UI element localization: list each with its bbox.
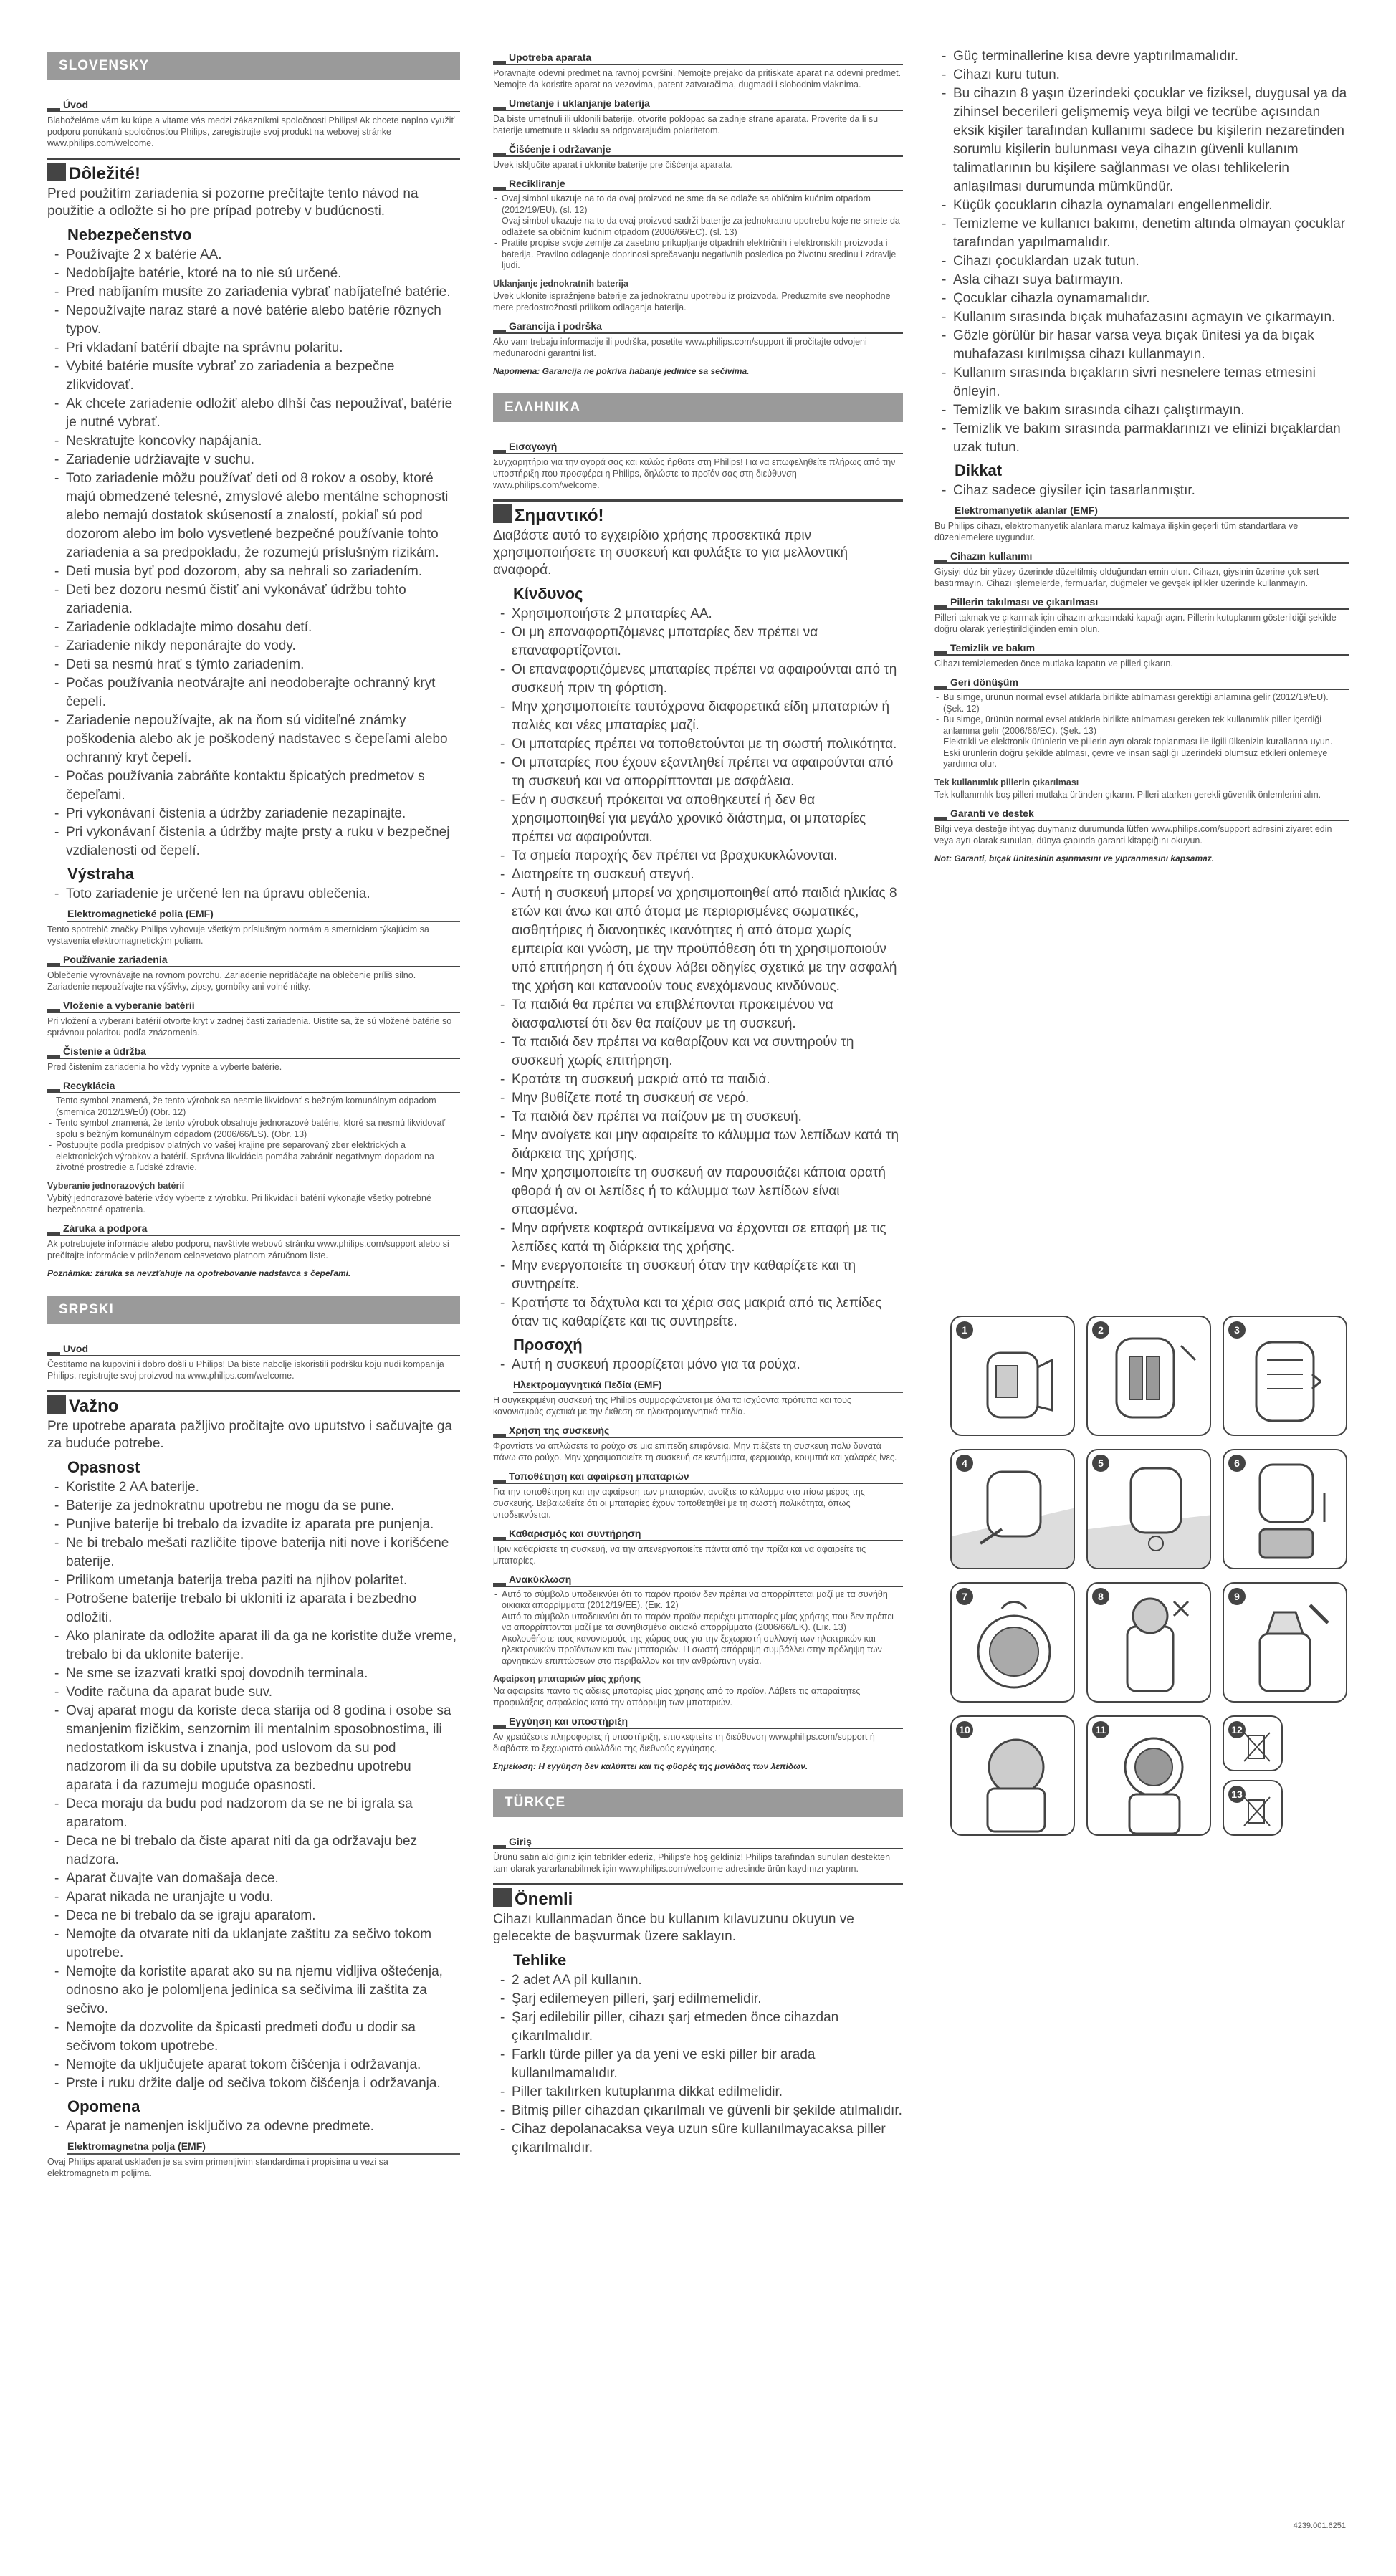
list-item: - Bu simge, ürünün normal evsel atıklarla birlikte atılmaması gereken tek kullanımlık piller içerdiği anlamına gelir (2006/66/EC). (Şek. 13)	[934, 714, 1349, 737]
list-item: - Prste i ruku držite dalje od sečiva tokom čišćenja i održavanja.	[47, 2074, 460, 2093]
list-item: - Toto zariadenie je určené len na úpravu oblečenia.	[47, 885, 460, 904]
list-item: - Temizleme ve kullanıcı bakımı, denetim altında olmayan çocuklar tarafından yapılmamalıdır.	[934, 215, 1349, 252]
figure-number: 5	[1092, 1455, 1109, 1472]
list-item: - Zariadenie nepoužívajte, ak na ňom sú viditeľné známky poškodenia alebo ak je poškodený nadstavec s čepeľami alebo ochranný kryt čepelí.	[47, 712, 460, 767]
heading-prosoxi: Προσοχή	[513, 1335, 583, 1354]
list-item: - Güç terminallerine kısa devre yaptırılmamalıdır.	[934, 47, 1349, 66]
use-on-fabric-icon	[1088, 1450, 1211, 1569]
battery-insert-icon	[1088, 1317, 1211, 1436]
document-code: 4239.001.6251	[1293, 2522, 1346, 2530]
fabric-shaver-back-icon	[952, 1317, 1075, 1436]
list-item: - Pratite propise svoje zemlje za zasebno prikupljanje otpadnih električnih i elektronskih proizvoda i baterija. Pravilno odlaganje doprinosi sprečavanju negativnih posledica po životnu sredinu i zdravlje ljudi.	[493, 238, 903, 272]
warranty-text-el: Αν χρειάζεστε πληροφορίες ή υποστήριξη, επισκεφτείτε τη διεύθυνση www.philips.com/support ή διαβάστε το ξεχωριστό φυλλάδιο της διεθνούς εγγύησης.	[493, 1732, 875, 1753]
close-cover-icon	[1224, 1317, 1347, 1436]
heading-emf-tr: Elektromanyetik alanlar (EMF)	[955, 504, 1349, 519]
list-item: - Asla cihazı suya batırmayın.	[934, 271, 1349, 289]
list-item: - Kullanım sırasında bıçakların sivri nesnelere temas etmesini önleyin.	[934, 364, 1349, 401]
list-item: - Cihaz depolanacaksa veya uzun süre kullanılmayacaksa piller çıkarılmalıdır.	[493, 2120, 903, 2158]
use-text-el: Φροντίστε να απλώσετε το ρούχο σε μια επίπεδη επιφάνεια. Μην πιέζετε τη συσκευή πολύ δυνατά πάνω στο ρούχο. Μην χρησιμοποιείτε τη συσκευή σε κεντήματα, φερμουάρ, κουμπιά και χαλαρές ίνες.	[493, 1440, 897, 1462]
heading-emf-el: Ηλεκτρομαγνητικά Πεδία (EMF)	[513, 1379, 903, 1393]
list-item: - Kullanım sırasında bıçak muhafazasını açmayın ve çıkarmayın.	[934, 308, 1349, 327]
list-item: - Deti bez dozoru nesmú čistiť ani vykonávať údržbu tohto zariadenia.	[47, 581, 460, 618]
emf-text-tr: Bu Philips cihazı, elektromanyetik alanlara maruz kalmaya ilişkin geçerli tüm standartlara ve düzenlemelere uygundur.	[934, 521, 1299, 542]
battery-text: Pri vložení a vyberaní batérií otvorte kryt v zadnej časti zariadenia. Uistite sa, že sú vložené batérie so správnou polaritou podľa znázornenia.	[47, 1016, 452, 1038]
heading-pouzivanie: Používanie zariadenia	[47, 954, 460, 967]
list-item: - Počas používania neotvárajte ani neodoberajte ochranný kryt čepelí.	[47, 674, 460, 712]
list-item: - Tento symbol znamená, že tento výrobok obsahuje jednorazové batérie, ktoré sa nesmú likvidovať spolu s bežným komunálnym odpadom (2006/66/ES). (Obr. 13)	[47, 1118, 460, 1140]
use-text-tr: Giysiyi düz bir yüzey üzerinde düzeltilmiş olduğundan emin olun. Cihazı, giysinin üzerine çok sert bastırmayın. Cihazı işlemelerde, fermuarlar, düğmeler ve gevşek iplikler üzerinde kullanmayın.	[934, 567, 1319, 588]
list-item: - Tento symbol znamená, že tento výrobok sa nesmie likvidovať s bežným komunálnym odpadom (smernica 2012/19/EÚ) (Obr. 12)	[47, 1096, 460, 1118]
list-item: - Toto zariadenie môžu používať deti od 8 rokov a osoby, ktoré majú obmedzené telesné, zmyslové alebo mentálne schopnosti alebo nemajú dostatok skúseností a znalostí, pokiaľ sú pod dozorom alebo im bolo vysvetlené bezpečné používanie tohto zariadenia a sa predpokladu, že rozumejú príslušným rizikám.	[47, 469, 460, 562]
intro-text-el: Συγχαρητήρια για την αγορά σας και καλώς ήρθατε στη Philips! Για να επωφεληθείτε πλήρως από την υποστήριξη που προσφέρει η Philips, δηλώστε το προϊόν σας στη διεύθυνση www.philips.com/welcome.	[493, 456, 896, 490]
heading-katharismos: Καθαρισμός και συντήρηση	[493, 1528, 903, 1541]
heading-dikkat: Dikkat	[955, 461, 1003, 479]
warranty-note-sr: Napomena: Garancija ne pokriva habanje jedinice sa sečivima.	[493, 365, 750, 376]
heading-geri-donusum: Geri dönüşüm	[934, 676, 1349, 690]
warranty-note-el: Σημείωση: Η εγγύηση δεν καλύπτει και τις φθορές της μονάδας των λεπίδων.	[493, 1761, 808, 1771]
heading-bakim: Temizlik ve bakım	[934, 642, 1349, 656]
figure-number: 4	[956, 1455, 973, 1472]
heading-upotreba: Upotreba aparata	[493, 52, 903, 65]
cleaning-text-tr: Cihazı temizlemeden önce mutlaka kapatın ve pilleri çıkarın.	[934, 659, 1173, 669]
heading-xrisi: Χρήση της συσκευής	[493, 1425, 903, 1438]
heading-garancija: Garancija i podrška	[493, 320, 903, 334]
list-item: - Ακολουθήστε τους κανονισμούς της χώρας σας για την ξεχωριστή συλλογή των ηλεκτρικών και ηλεκτρονικών προϊόντων και των μπαταριών. Η σωστή απόρριψη συμβάλλει στην πρόληψη των αρνητικών επιπτώσεων στο περιβάλλον και την ανθρώπινη υγεία.	[493, 1634, 903, 1667]
heading-nebezpecenstvo: Nebezpečenstvo	[67, 226, 192, 244]
list-item: - Küçük çocukların cihazla oynamaları engellenmelidir.	[934, 196, 1349, 215]
list-item: - Τα παιδιά θα πρέπει να επιβλέπονται προκειμένου να διασφαλιστεί ότι δεν θα παίζουν με τη συσκευή.	[493, 996, 903, 1033]
list-item: - Οι μπαταρίες που έχουν εξαντληθεί πρέπει να αφαιρούνται από τη συσκευή και να απορρίπτονται με ασφάλεια.	[493, 754, 903, 791]
list-item: - Piller takılırken kutuplanma dikkat edilmelidir.	[493, 2083, 903, 2102]
list-item: - Şarj edilebilir piller, cihazı şarj etmeden önce cihazdan çıkarılmalıdır.	[493, 2008, 903, 2046]
danger-list-el	[493, 605, 903, 1331]
figure-number: 13	[1228, 1786, 1246, 1803]
section-banner-srpski: SRPSKI	[47, 1296, 460, 1324]
column-2	[493, 47, 903, 2162]
heading-cistenie: Čistenie a údržba	[47, 1045, 460, 1059]
list-item: - Αυτή η συσκευή προορίζεται μόνο για τα ρούχα.	[493, 1356, 903, 1374]
danger-list-sr	[47, 1478, 460, 2093]
heading-emf-sr: Elektromagnetna polja (EMF)	[67, 2140, 460, 2155]
list-item: - Bu cihazın 8 yaşın üzerindeki çocuklar ve fiziksel, duygusal ya da zihinsel becerileri gelişmemiş veya bilgi ve tecrübe açısından eksik kişiler tarafından kullanımı sadece bu kişilerin nezaretinden sorumlu kişilerin bulunması veya cihazın güvenli kullanım talimatlarının bu kişilere sağlanması ve olası tehlikelerin anlaşılması durumunda mümkündür.	[934, 85, 1349, 196]
list-item: - Pri vykonávaní čistenia a údržby majte prsty a ruku v bezpečnej vzdialenosti od čepelí.	[47, 823, 460, 861]
removal-text: Vybitý jednorazové batérie vždy vyberte z výrobku. Pri likvidácii batérií vykonajte všetky potrebné bezpečnostné opatrenia.	[47, 1192, 431, 1215]
battery-text-el: Για την τοποθέτηση και την αφαίρεση των μπαταριών, ανοίξτε το κάλυμμα στο πίσω μέρος της συσκευής. Βεβαιωθείτε ότι οι μπαταρίες έχουν τοποθετηθεί με τη σωστή πολικότητα, όπως υποδεικνύεται.	[493, 1486, 865, 1520]
list-item: - Aparat je namenjen isključivo za odevne predmete.	[47, 2117, 460, 2136]
list-item: - Zariadenie odkladajte mimo dosahu detí.	[47, 618, 460, 637]
list-item: - Potrošene baterije trebalo bi ukloniti iz aparata i bezbedno odložiti.	[47, 1590, 460, 1627]
emf-text-sr: Ovaj Philips aparat usklađen je sa svim primenljivim standardima i propisima u vezi sa elektromagnetnim poljima.	[47, 2156, 388, 2178]
illustration-grid	[950, 1316, 1352, 1849]
list-item: - Aparat čuvajte van domašaja dece.	[47, 1869, 460, 1888]
list-item: - Deca ne bi trebalo da se igraju aparatom.	[47, 1907, 460, 1925]
heading-uvod-sr: Uvod	[47, 1343, 460, 1356]
list-item: - Μην ανοίγετε και μην αφαιρείτε το κάλυμμα των λεπίδων κατά τη διάρκεια της χρήσης.	[493, 1126, 903, 1164]
list-item: - Vybité batérie musíte vybrať zo zariadenia a bezpečne zlikvidovať.	[47, 358, 460, 395]
list-item: - Αυτό το σύμβολο υποδεικνύει ότι το παρόν προϊόν περιέχει μπαταρίες μίας χρήσης που δεν πρέπει να απορρίπτονται μαζί με τα συνηθισμένα οικιακά απορρίμματα (2006/66/ΕΚ). (Εικ. 13)	[493, 1612, 903, 1634]
list-item: - Διατηρείτε τη συσκευή στεγνή.	[493, 866, 903, 884]
heading-anakyklosi: Ανακύκλωση	[493, 1574, 903, 1587]
recycling-list-el	[493, 1589, 903, 1667]
list-item: - Ako planirate da odložite aparat ili da ga ne koristite duže vreme, trebalo bi da uklonite baterije.	[47, 1627, 460, 1665]
heading-zaruka: Záruka a podpora	[47, 1222, 460, 1236]
heading-kindynos: Κίνδυνος	[513, 584, 583, 603]
figure-11	[1086, 1715, 1211, 1836]
blade-unit-icon	[1088, 1584, 1211, 1703]
list-item: - Τα παιδιά δεν πρέπει να παίζουν με τη συσκευή.	[493, 1108, 903, 1126]
caution-list	[47, 885, 460, 904]
list-item: - Prilikom umetanja baterija treba paziti na njihov polaritet.	[47, 1571, 460, 1590]
emf-text: Tento spotrebič značky Philips vyhovuje všetkým príslušným normám a smerniciam týkajúcim sa vystavenia elektromagnetickým poliam.	[47, 924, 429, 946]
warranty-note: Poznámka: záruka sa nevzťahuje na opotrebovanie nadstavca s čepeľami.	[47, 1268, 351, 1278]
recycling-list-sr	[493, 193, 903, 272]
figure-13	[1223, 1780, 1283, 1836]
caution-list-sr	[47, 2117, 460, 2136]
list-item: - Neskratujte koncovky napájania.	[47, 432, 460, 451]
heading-eggyisi: Εγγύηση και υποστήριξη	[493, 1715, 903, 1729]
list-item: - Elektrikli ve elektronik ürünlerin ve pillerin ayrı olarak toplanması ile ilgili ülkenizin kurallarına uyun. Eski ürünlerin doğru şekilde atılması, çevre ve insan sağlığı üzerindeki olumsuz etkileri önlemeye yardımcı olur.	[934, 737, 1349, 770]
list-item: - Bitmiş piller cihazdan çıkarılmalı ve güvenli bir şekilde atılmalıdır.	[493, 2102, 903, 2120]
list-item: - Οι επαναφορτιζόμενες μπαταρίες πρέπει να αφαιρούνται από τη συσκευή πριν τη φόρτιση.	[493, 661, 903, 698]
heading-dolezite: Dôležité!	[47, 158, 460, 184]
battery-text-tr: Pilleri takmak ve çıkarmak için cihazın arkasındaki kapağı açın. Pillerin kutuplanım gösterildiği şekilde doğru olarak yerleştirildiğinden emin olun.	[934, 613, 1337, 634]
caution-list-el	[493, 1356, 903, 1374]
heading-vyberanie: Vyberanie jednorazových batérií	[47, 1180, 185, 1191]
heading-vazno: Važno	[47, 1390, 460, 1417]
list-item: - Şarj edilemeyen pilleri, şarj edilmemelidir.	[493, 1990, 903, 2008]
figure-12	[1223, 1715, 1283, 1771]
list-item: - Vodite računa da aparat bude suv.	[47, 1683, 460, 1702]
crossed-bin-battery-icon	[1224, 1781, 1283, 1836]
list-item: - Používajte 2 x batérie AA.	[47, 246, 460, 264]
list-item: - Gözle görülür bir hasar varsa veya bıçak ünitesi ya da bıçak muhafazası kırılmışsa cihazı kullanmayın.	[934, 327, 1349, 364]
list-item: - Nedobíjajte batérie, ktoré na to nie sú určené.	[47, 264, 460, 283]
recycling-list	[47, 1096, 460, 1174]
heading-umetanje: Umetanje i uklanjanje baterija	[493, 97, 903, 111]
list-item: - Οι μπαταρίες πρέπει να τοποθετούνται με τη σωστή πολικότητα.	[493, 735, 903, 754]
use-text-sr: Poravnajte odevni predmet na ravnoj površini. Nemojte prejako da pritiskate aparat na odevni predmet. Nemojte da koristite aparat na vezovima, patent zatvaračima, dugmadi i slobodnim vlaknima.	[493, 68, 902, 90]
list-item: - Aparat nikada ne uranjajte u vodu.	[47, 1888, 460, 1907]
heading-emf: Elektromagnetické polia (EMF)	[67, 908, 460, 922]
list-item: - Cihazı kuru tutun.	[934, 66, 1349, 85]
column-3	[934, 47, 1349, 881]
list-item: - Ne bi trebalo mešati različite tipove baterija niti nove i korišćene baterije.	[47, 1534, 460, 1571]
figure-9	[1223, 1582, 1347, 1703]
figure-number: 1	[956, 1321, 973, 1339]
figure-10	[950, 1715, 1075, 1836]
figure-6	[1223, 1449, 1347, 1569]
reattach-guard-icon	[1088, 1717, 1211, 1836]
heading-recikliranje: Recikliranje	[493, 178, 903, 191]
heading-opasnost: Opasnost	[67, 1457, 140, 1476]
cleaning-text: Pred čistením zariadenia ho vždy vypnite a vyberte batérie.	[47, 1062, 282, 1072]
heading-vlozenie: Vloženie a vyberanie batérií	[47, 1000, 460, 1013]
heading-pil: Pillerin takılması ve çıkarılması	[934, 596, 1349, 610]
list-item: - Pri vkladaní batérií dbajte na správnu polaritu.	[47, 339, 460, 358]
list-item: - Cihazı çocuklardan uzak tutun.	[934, 252, 1349, 271]
list-item: - Μην αφήνετε κοφτερά αντικείμενα να έρχονται σε επαφή με τις λεπίδες κατά τη διάρκεια της χρήσης.	[493, 1220, 903, 1257]
list-item: - Οι μη επαναφορτιζόμενες μπαταρίες δεν πρέπει να επαναφορτίζονται.	[493, 623, 903, 661]
figure-number: 12	[1228, 1721, 1246, 1738]
heading-uvod: Úvod	[47, 99, 460, 112]
list-item: - Zariadenie udržiavajte v suchu.	[47, 451, 460, 469]
list-item: - Pri vykonávaní čistenia a údržby zariadenie nezapínajte.	[47, 805, 460, 823]
list-item: - Μην βυθίζετε ποτέ τη συσκευή σε νερό.	[493, 1089, 903, 1108]
list-item: - Μην χρησιμοποιείτε τη συσκευή αν παρουσιάζει κάποια ορατή φθορά ή αν οι λεπίδες ή το κάλυμμα των λεπίδων είναι σπασμένα.	[493, 1164, 903, 1220]
list-item: - Μην χρησιμοποιείτε ταυτόχρονα διαφορετικά είδη μπαταριών ή παλιές και νέες μπαταρίες μαζί.	[493, 698, 903, 735]
list-item: - Deti musia byť pod dozorom, aby sa nehrali so zariadením.	[47, 562, 460, 581]
figure-number: 8	[1092, 1588, 1109, 1605]
danger-list-tr	[493, 1971, 903, 2158]
list-item: - Nemojte da koristite aparat ako su na njemu vidljiva oštećenja, odnosno ako je polomljena jedinica sa sečivima ili zaštita za sečivo.	[47, 1963, 460, 2019]
figure-7	[950, 1582, 1075, 1703]
danger-list	[47, 246, 460, 861]
figure-1	[950, 1316, 1075, 1436]
list-item: - Τα σημεία παροχής δεν πρέπει να βραχυκυκλώνονται.	[493, 847, 903, 866]
list-item: - Deca ne bi trebalo da čiste aparat niti da ga održavaju bez nadzora.	[47, 1832, 460, 1869]
section-banner-slovensky: SLOVENSKY	[47, 52, 460, 80]
intro-text-tr: Ürünü satın aldığınız için tebrikler ederiz, Philips'e hoş geldiniz! Philips tarafından sunulan destekten tam olarak yararlanabilmek için www.philips.com/welcome adresinde ürün kaydınızı yaptırın.	[493, 1852, 891, 1874]
list-item: - Počas používania zabráňte kontaktu špicatých predmetov s čepeľami.	[47, 767, 460, 805]
list-item: - Κρατάτε τη συσκευή μακριά από τα παιδιά.	[493, 1071, 903, 1089]
list-item: - Μην ενεργοποιείτε τη συσκευή όταν την καθαρίζετε και τη συντηρείτε.	[493, 1257, 903, 1294]
list-item: - Temizlik ve bakım sırasında parmaklarınızı ve elinizi bıçaklardan uzak tutun.	[934, 420, 1349, 457]
heading-recyklacia: Recyklácia	[47, 1080, 460, 1093]
list-item: - Pred nabíjaním musíte zo zariadenia vybrať nabíjateľné batérie.	[47, 283, 460, 302]
heading-tek-kullanim: Tek kullanımlık pillerin çıkarılması	[934, 777, 1079, 787]
list-item: - Nemojte da uključujete aparat tokom čišćenja i održavanja.	[47, 2056, 460, 2074]
list-item: - Deti sa nesmú hrať s týmto zariadením.	[47, 656, 460, 674]
figure-number: 10	[956, 1721, 973, 1738]
list-item: - Bu simge, ürünün normal evsel atıklarla birlikte atılmaması gerektiği anlamına gelir (2012/19/EU). (Şek. 12)	[934, 692, 1349, 714]
recycling-list-tr	[934, 692, 1349, 770]
important-text-el: Διαβάστε αυτό το εγχειρίδιο χρήσης προσεκτικά πριν χρησιμοποιήσετε τη συσκευή και φυλάξτε το για μελλοντική αναφορά.	[493, 527, 848, 578]
danger-list-tr-cont	[934, 47, 1349, 457]
list-item: - Ak chcete zariadenie odložiť alebo dlhší čas nepoužívať, batérie je nutné vybrať.	[47, 395, 460, 432]
warranty-text: Ak potrebujete informácie alebo podporu, navštívte webovú stránku www.philips.com/support alebo si prečítajte informácie v priloženom celosvetovo platnom záručnom liste.	[47, 1238, 449, 1260]
removal-text-tr: Tek kullanımlık boş pilleri mutlaka üründen çıkarın. Pilleri atarken gerekli güvenlik önlemlerini alın.	[934, 789, 1321, 800]
heading-vystraha: Výstraha	[67, 865, 134, 883]
caution-list-tr	[934, 482, 1349, 500]
list-item: - Farklı türde piller ya da yeni ve eski piller bir arada kullanılmamalıdır.	[493, 2046, 903, 2083]
figure-4	[950, 1449, 1075, 1569]
figure-2	[1086, 1316, 1211, 1436]
list-item: - Punjive baterije bi trebalo da izvadite iz aparata pre punjenja.	[47, 1516, 460, 1534]
list-item: - Ovaj simbol ukazuje na to da ovaj proizvod ne sme da se odlaže sa običnim kućnim otpadom (2012/19/EU). (sl. 12)	[493, 193, 903, 216]
switch-on-icon	[952, 1450, 1075, 1569]
list-item: - Zariadenie nikdy neponárajte do vody.	[47, 637, 460, 656]
list-item: - Postupujte podľa predpisov platných vo vašej krajine pre separovaný zber elektrických a elektronických výrobkov a batérií. Správna likvidácia pomáha zabrániť negatívnym dopadom na životné prostredie a ľudské zdravie.	[47, 1140, 460, 1174]
figure-3	[1223, 1316, 1347, 1436]
reattach-blade-icon	[952, 1717, 1075, 1836]
intro-text: Blahoželáme vám ku kúpe a vitame vás medzi zákazníkmi spoločnosti Philips! Ak chcete naplno využiť podporu ponúkanú spoločnosťou Philips, zaregistrujte svoj produkt na webovej stránke www.philips.com/welcome.	[47, 115, 455, 148]
important-text-sr: Pre upotrebe aparata pažljivo pročitajte ovo uputstvo i sačuvajte ga za buduće potrebe.	[47, 1418, 453, 1451]
figure-number: 9	[1228, 1588, 1246, 1605]
heading-giris: Giriş	[493, 1836, 903, 1849]
cleaning-text-sr: Uvek isključite aparat i uklonite baterije pre čišćenja aparata.	[493, 160, 733, 170]
intro-text-sr: Čestitamo na kupovini i dobro došli u Philips! Da biste nabolje iskoristili podršku koju nudi kompanija Philips, registrujte svoj proizvod na www.philips.com/welcome.	[47, 1359, 444, 1381]
list-item: - 2 adet AA pil kullanın.	[493, 1971, 903, 1990]
list-item: - Ne sme se izazvati kratki spoj dovodnih terminala.	[47, 1665, 460, 1683]
list-item: - Αυτό το σύμβολο υποδεικνύει ότι το παρόν προϊόν δεν πρέπει να απορρίπτεται μαζί με τα συνήθη οικιακά απορρίμματα (2012/19/ΕΕ). (Εικ. 12)	[493, 1589, 903, 1612]
emf-text-el: Η συγκεκριμένη συσκευή της Philips συμμορφώνεται με όλα τα ισχύοντα πρότυπα και τους κανονισμούς σχετικά με την έκθεση σε ηλεκτρομαγνητικά πεδία.	[493, 1394, 851, 1417]
heading-tehlike: Tehlike	[513, 1951, 567, 1969]
list-item: - Nemojte da otvarate niti da uklanjate zaštitu za sečivo tokom upotrebe.	[47, 1925, 460, 1963]
list-item: - Ovaj simbol ukazuje na to da ovaj proizvod sadrži baterije za jednokratnu upotrebu koje ne smete da odlažete sa običnim kućnim otpadom (2006/66/EC). (sl. 13)	[493, 216, 903, 238]
heading-opomena: Opomena	[67, 2097, 140, 2115]
list-item: - Koristite 2 AA baterije.	[47, 1478, 460, 1497]
list-item: - Ovaj aparat mogu da koriste deca starija od 8 godina i osobe sa smanjenim fizičkim, senzornim ili mentalnim sposobnostima, ili nedostatkom iskustva i znanja, pod uslovom da su pod nadzorom ili da su dobile uputstva za bezbednu upotrebu aparata i da razumeju moguće opasnosti.	[47, 1702, 460, 1795]
heading-uklanjanje: Uklanjanje jednokratnih baterija	[493, 278, 628, 289]
heading-ciscenje: Čišćenje i održavanje	[493, 143, 903, 157]
warranty-note-tr: Not: Garanti, bıçak ünitesinin aşınmasını ve yıpranmasını kapsamaz.	[934, 853, 1215, 863]
clean-blades-icon	[1224, 1584, 1347, 1703]
section-banner-ellinika: ΕΛΛΗΝΙΚΑ	[493, 393, 903, 422]
use-text: Oblečenie vyrovnávajte na rovnom povrchu. Zariadenie nepritláčajte na oblečenie príliš silno. Zariadenie nepoužívajte na výšivky, zipsy, gombíky ani volné nitky.	[47, 970, 416, 992]
heading-garanti: Garanti ve destek	[934, 808, 1349, 821]
list-item: - Nemojte da dozvolite da špicasti predmeti dođu u dodir sa sečivom tokom upotrebe.	[47, 2019, 460, 2056]
cleaning-text-el: Πριν καθαρίσετε τη συσκευή, να την απενεργοποιείτε πάντα από την πρίζα και να αφαιρείτε τις μπαταρίες.	[493, 1543, 866, 1566]
heading-onemli: Önemli	[493, 1883, 903, 1910]
recycle-figures	[1223, 1715, 1283, 1836]
list-item: - Çocuklar cihazla oynamamalıdır.	[934, 289, 1349, 308]
list-item: - Baterije za jednokratnu upotrebu ne mogu da se pune.	[47, 1497, 460, 1516]
remove-shaving-head-icon	[952, 1584, 1075, 1703]
list-item: - Χρησιμοποιήστε 2 μπαταρίες AA.	[493, 605, 903, 623]
list-item: - Temizlik ve bakım sırasında cihazı çalıştırmayın.	[934, 401, 1349, 420]
battery-text-sr: Da biste umetnuli ili uklonili baterije, otvorite poklopac sa zadnje strane aparata. Proverite da li su baterije umetnute u skladu sa odgovarajućim polaritetom.	[493, 114, 879, 135]
list-item: - Τα παιδιά δεν πρέπει να καθαρίζουν και να συντηρούν τη συσκευή χωρίς επιτήρηση.	[493, 1033, 903, 1071]
heading-simantiko: Σημαντικό!	[493, 499, 903, 526]
removal-text-el: Να αφαιρείτε πάντα τις άδειες μπαταρίες μίας χρήσης από το προϊόν. Λάβετε τις απαραίτητες προφυλάξεις ασφαλείας κατά την απόρριψη των μπαταριών.	[493, 1686, 861, 1708]
figure-number: 11	[1092, 1721, 1109, 1738]
heading-afairesi: Αφαίρεση μπαταριών μίας χρήσης	[493, 1674, 641, 1684]
list-item: - Cihaz sadece giysiler için tasarlanmıştır.	[934, 482, 1349, 500]
important-text: Pred použitím zariadenia si pozorne prečítajte tento návod na použitie a odložte si ho pre prípad potreby v budúcnosti.	[47, 186, 419, 219]
important-text-tr: Cihazı kullanmadan önce bu kullanım kılavuzunu okuyun ve gelecekte de başvurmak üzere saklayın.	[493, 1912, 854, 1944]
heading-kullanim: Cihazın kullanımı	[934, 550, 1349, 564]
warranty-text-sr: Ako vam trebaju informacije ili podrška, posetite www.philips.com/support ili pročitajte odvojeni međunarodni garantni list.	[493, 336, 867, 358]
empty-lint-compartment-icon	[1224, 1450, 1347, 1569]
warranty-text-tr: Bilgi veya desteğe ihtiyaç duymanız durumunda lütfen www.philips.com/support adresini ziyaret edin veya ayrı olarak sunulan, dünya çapında garanti kitapçığını okuyun.	[934, 823, 1332, 846]
list-item: - Deca moraju da budu pod nadzorom da se ne bi igrala sa aparatom.	[47, 1795, 460, 1832]
list-item: - Αυτή η συσκευή μπορεί να χρησιμοποιηθεί από παιδιά ηλικίας 8 ετών και άνω και από άτομα με περιορισμένες σωματικές, αισθητήριες ή διανοητικές ικανότητες ή από άτομα χωρίς εμπειρία και γνώση, με την προϋπόθεση ότι τη χρησιμοποιούν υπό επιτήρηση ή ότι έχουν λάβει οδηγίες σχετικά με την ασφαλή της χρήση και κατανοούν τους ενεχόμενους κινδύνους.	[493, 884, 903, 996]
figure-number: 3	[1228, 1321, 1246, 1339]
heading-eisagogi: Εισαγωγή	[493, 441, 903, 454]
figure-number: 6	[1228, 1455, 1246, 1472]
figure-number: 7	[956, 1588, 973, 1605]
removal-text-sr: Uvek uklonite ispražnjene baterije za jednokratnu upotrebu iz proizvoda. Preduzmite sve neophodne mere predostrožnosti prilikom odlaganja baterija.	[493, 290, 891, 312]
crossed-bin-icon	[1224, 1717, 1283, 1771]
heading-topothetisi: Τοποθέτηση και αφαίρεση μπαταριών	[493, 1470, 903, 1484]
list-item: - Nepoužívajte naraz staré a nové batérie alebo batérie rôznych typov.	[47, 302, 460, 339]
section-banner-turkce: TÜRKÇE	[493, 1789, 903, 1817]
column-1	[47, 47, 460, 2186]
list-item: - Κρατήστε τα δάχτυλα και τα χέρια σας μακριά από τις λεπίδες όταν τις καθαρίζετε και τις συντηρείτε.	[493, 1294, 903, 1331]
figure-8	[1086, 1582, 1211, 1703]
figure-number: 2	[1092, 1321, 1109, 1339]
figure-5	[1086, 1449, 1211, 1569]
list-item: - Εάν η συσκευή πρόκειται να αποθηκευτεί ή δεν θα χρησιμοποιηθεί για μεγάλο χρονικό διάστημα, οι μπαταρίες πρέπει να αφαιρούνται.	[493, 791, 903, 847]
